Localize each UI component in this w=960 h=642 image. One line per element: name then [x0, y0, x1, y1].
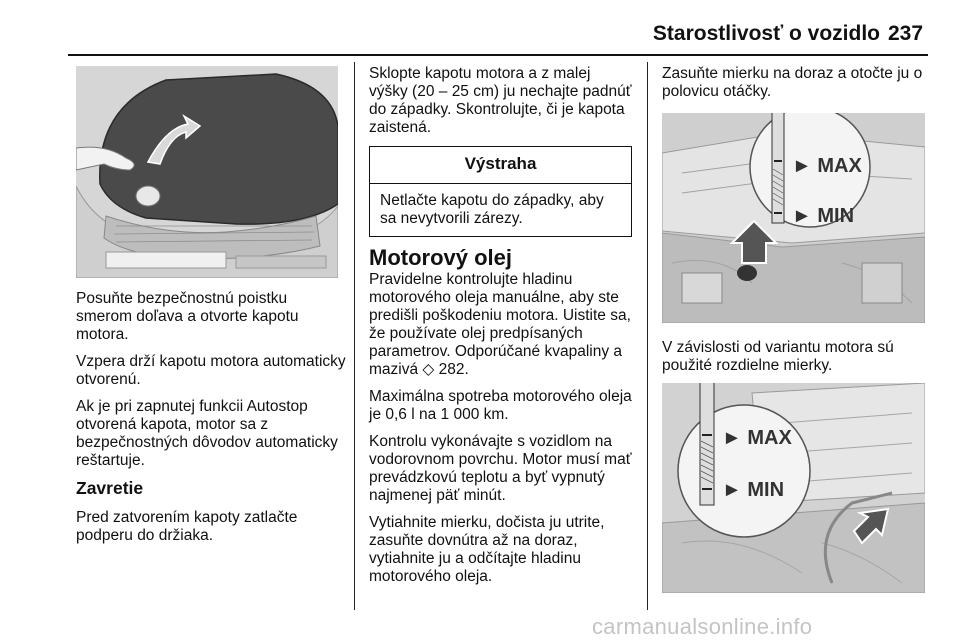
dipstick-min-label: ► MIN [792, 205, 855, 227]
dipstick-max-label: ► MAX [792, 155, 862, 177]
left-column [76, 290, 346, 554]
paragraph: Kontrolu vykonávajte s vozidlom na vodorovnom povrchu. Motor musí mať prevádzkovú teplotu a byť vypnutý najmenej päť minút. [369, 433, 632, 504]
right-column-top [662, 65, 932, 110]
column-divider-left [354, 62, 355, 610]
right-column-bottom [662, 339, 932, 384]
page-header-title: Starostlivosť o vozidlo [652, 22, 880, 45]
header-rule [68, 54, 928, 56]
paragraph: Vzpera drží kapotu motora automaticky otvorenú. [76, 353, 346, 388]
section-heading-engine-oil: Motorový olej [369, 245, 513, 270]
hood-release-illustration [76, 66, 338, 278]
warning-body: Netlačte kapotu do západky, aby sa nevytvorili zárezy. [380, 192, 604, 227]
watermark: carmanualsonline.info [592, 614, 813, 639]
paragraph: Ak je pri zapnutej funkcii Autostop otvorená kapota, motor sa z bezpečnostných dôvodov automaticky reštartuje. [76, 398, 338, 469]
page-reference[interactable]: 282. [438, 361, 469, 378]
paragraph-text: Pravidelne kontrolujte hladinu motorového oleja manuálne, aby ste predišli poškodeniu motora. Uistite sa, že používate olej predpísaných parametrov. Odporúčané kvapaliny a mazivá [369, 271, 631, 378]
paragraph: Maximálna spotreba motorového oleja je 0,6 l na 1 000 km. [369, 388, 632, 423]
page-reference-icon: ◇ [422, 361, 435, 378]
dipstick-illustration-2 [662, 383, 925, 593]
paragraph: Sklopte kapotu motora a z malej výšky (20 – 25 cm) ju nechajte padnúť do západky. Skontrolujte, či je kapota zaistená. [369, 65, 632, 136]
paragraph: V závislosti od variantu motora sú použité rozdielne mierky. [662, 339, 894, 374]
dipstick-max-label: ► MAX [722, 427, 792, 449]
dipstick-min-label: ► MIN [722, 479, 785, 501]
middle-column [369, 65, 632, 595]
paragraph: Vytiahnite mierku, dočista ju utrite, zasuňte dovnútra až na doraz, vytiahnite ju a odčítajte hladinu motorového oleja. [369, 514, 605, 585]
warning-title: Výstraha [370, 147, 631, 184]
dipstick-illustration-1 [662, 113, 925, 323]
column-divider-right [647, 62, 648, 610]
paragraph: Posuňte bezpečnostnú poistku smerom doľava a otvorte kapotu motora. [76, 290, 299, 343]
paragraph: Pred zatvorením kapoty zatlačte podperu do držiaka. [76, 509, 298, 544]
paragraph: Zasuňte mierku na doraz a otočte ju o polovicu otáčky. [662, 65, 923, 100]
warning-box [369, 146, 632, 237]
section-heading-closing: Zavretie [76, 478, 144, 498]
paragraph [369, 271, 632, 379]
page-number: 237 [888, 22, 924, 45]
